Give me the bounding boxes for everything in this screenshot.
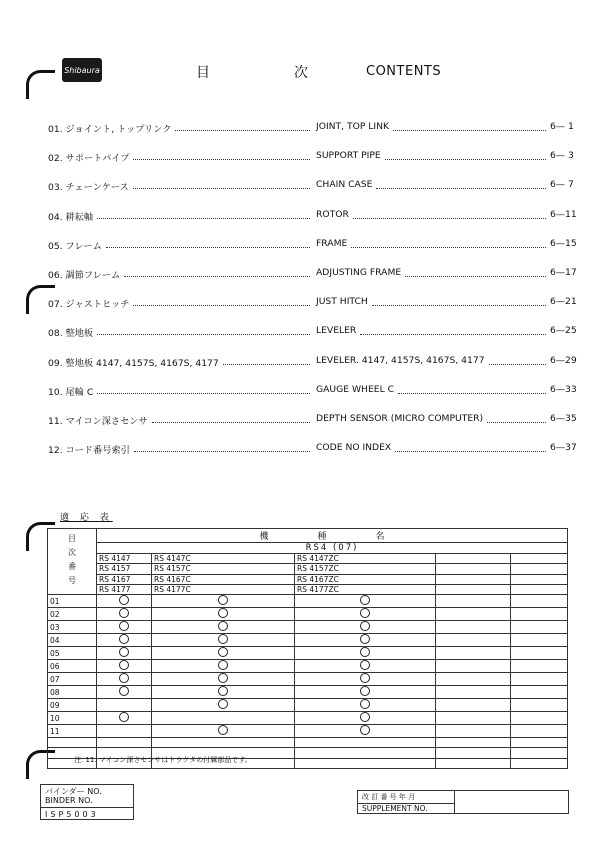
applicable-circle-icon	[360, 634, 370, 644]
table-cell	[97, 621, 152, 634]
toc-page-number: 6— 3	[550, 150, 574, 162]
table-cell	[152, 725, 295, 738]
table-cell	[295, 634, 436, 647]
table-cell	[436, 584, 511, 594]
binder-label-en: BINDER NO.	[45, 796, 93, 805]
table-row	[48, 686, 568, 699]
table-cell	[152, 621, 295, 634]
applicability-table	[47, 528, 568, 769]
table-cell	[152, 673, 295, 686]
row-number: 09	[48, 699, 97, 712]
toc-page-number: 6— 7	[550, 179, 574, 191]
applicable-circle-icon	[360, 725, 370, 735]
page-title-jp-1: 目	[196, 65, 210, 81]
table-cell	[511, 554, 568, 564]
model-name: RS 4157C	[152, 564, 295, 574]
toc-item-jp: 02. サポートパイプ	[48, 153, 130, 165]
model-name: RS 4157ZC	[295, 564, 436, 574]
header-left: 目次番号	[48, 529, 97, 595]
table-cell	[436, 758, 511, 768]
dot-leader	[405, 267, 546, 277]
row-number: 02	[48, 608, 97, 621]
table-cell	[152, 647, 295, 660]
applicable-circle-icon	[218, 608, 228, 618]
applicable-circle-icon	[360, 686, 370, 696]
toc-item-en: JUST HITCH	[316, 296, 368, 308]
row-number: 04	[48, 634, 97, 647]
toc-row	[48, 296, 588, 310]
table-cell	[97, 608, 152, 621]
applicable-circle-icon	[119, 621, 129, 631]
toc-item-jp: 06. 調節フレーム	[48, 270, 121, 281]
table-row	[48, 647, 568, 660]
dot-leader	[223, 355, 310, 365]
toc-item-jp: 10. 尾輪 C	[48, 386, 94, 398]
table-row	[48, 699, 568, 712]
table-cell	[295, 686, 436, 699]
binder-number-box	[40, 784, 134, 820]
table-cell	[295, 660, 436, 673]
applicable-circle-icon	[360, 621, 370, 631]
table-cell	[152, 738, 295, 748]
table-cell	[97, 647, 152, 660]
dot-leader	[489, 355, 546, 365]
toc-row	[48, 384, 588, 398]
table-row	[48, 738, 568, 748]
dot-leader	[97, 325, 310, 335]
table-cell	[295, 725, 436, 738]
table-cell	[511, 699, 568, 712]
table-cell	[436, 564, 511, 574]
table-cell	[152, 660, 295, 673]
table-cell	[436, 725, 511, 738]
table-cell	[436, 574, 511, 584]
table-cell	[295, 758, 436, 768]
table-cell	[436, 554, 511, 564]
table-cell	[436, 595, 511, 608]
toc-page-number: 6— 1	[550, 121, 574, 132]
toc-row	[48, 413, 588, 427]
table-row	[48, 673, 568, 686]
toc-item-jp: 07. ジャストヒッチ	[48, 299, 130, 311]
table-cell	[97, 595, 152, 608]
table-cell	[97, 660, 152, 673]
table-row	[48, 529, 568, 543]
table-cell	[511, 564, 568, 574]
row-number: 10	[48, 712, 97, 725]
applicable-circle-icon	[360, 608, 370, 618]
toc-item-en: LEVELER. 4147, 4157S, 4167S, 4177	[316, 354, 485, 366]
toc-page-number: 6—21	[550, 296, 577, 308]
toc-page-number: 6—17	[550, 267, 577, 278]
table-row	[48, 621, 568, 634]
toc-item-jp: 09. 整地板 4147, 4157S, 4167S, 4177	[48, 357, 219, 369]
toc-item-en: GAUGE WHEEL C	[316, 383, 395, 395]
row-number: 07	[48, 673, 97, 686]
table-cell	[295, 647, 436, 660]
applicable-circle-icon	[218, 634, 228, 644]
table-cell	[436, 608, 511, 621]
table-cell	[295, 673, 436, 686]
toc-item-jp: 01. ジョイント, トップリンク	[48, 124, 172, 135]
toc-item-en: SUPPORT PIPE	[316, 150, 381, 162]
applicable-circle-icon	[119, 647, 129, 657]
model-name: RS 4177ZC	[295, 584, 436, 594]
toc-page-number: 6—11	[550, 208, 577, 220]
table-cell	[436, 738, 511, 748]
table-row	[48, 634, 568, 647]
toc-page-number: 6—29	[550, 354, 577, 366]
table-cell	[436, 634, 511, 647]
table-cell	[152, 634, 295, 647]
toc-row	[48, 238, 588, 252]
toc-row	[48, 209, 588, 223]
binder-hole-mark	[26, 70, 55, 99]
applicable-circle-icon	[119, 634, 129, 644]
table-cell	[97, 673, 152, 686]
table-cell	[152, 595, 295, 608]
applicable-circle-icon	[360, 647, 370, 657]
toc-row	[48, 442, 588, 456]
table-cell	[295, 608, 436, 621]
dot-leader	[97, 384, 310, 394]
table-cell	[436, 621, 511, 634]
toc-item-en: ROTOR	[316, 208, 349, 220]
supplement-label-jp: 改 訂 番 号 年 月	[362, 793, 416, 801]
table-row	[48, 660, 568, 673]
toc-item-jp: 05. フレーム	[48, 240, 102, 252]
table-cell	[295, 748, 436, 758]
applicable-circle-icon	[119, 595, 129, 605]
dot-leader	[152, 413, 310, 423]
model-name: RS 4177	[97, 584, 152, 594]
dot-leader	[133, 179, 310, 189]
applicable-circle-icon	[119, 660, 129, 670]
page-title-en: CONTENTS	[366, 64, 442, 79]
table-cell	[48, 738, 97, 748]
table-cell	[511, 584, 568, 594]
table-cell	[295, 699, 436, 712]
dot-leader	[376, 179, 546, 189]
table-cell	[436, 673, 511, 686]
dot-leader	[385, 150, 546, 160]
table-cell	[97, 725, 152, 738]
model-name: RS 4167ZC	[295, 574, 436, 584]
row-number: 05	[48, 647, 97, 660]
toc-row	[48, 325, 588, 339]
toc-row	[48, 355, 588, 369]
table-row	[48, 564, 568, 574]
row-number: 06	[48, 660, 97, 673]
table-row	[48, 712, 568, 725]
applicable-circle-icon	[218, 660, 228, 670]
table-cell	[511, 608, 568, 621]
table-cell	[436, 748, 511, 758]
toc-item-jp: 08. 整地板	[48, 328, 94, 340]
table-cell	[97, 686, 152, 699]
applicable-circle-icon	[119, 673, 129, 683]
dot-leader	[133, 150, 310, 160]
table-cell	[295, 595, 436, 608]
table-cell	[511, 748, 568, 758]
table-row	[48, 574, 568, 584]
toc-item-jp: 12. コード番号索引	[48, 445, 130, 457]
row-number: 08	[48, 686, 97, 699]
table-cell	[97, 699, 152, 712]
table-cell	[436, 699, 511, 712]
table-cell	[152, 686, 295, 699]
table-cell	[152, 608, 295, 621]
toc-page-number: 6—37	[550, 442, 577, 454]
dot-leader	[398, 384, 546, 394]
applicable-circle-icon	[360, 699, 370, 709]
table-cell	[511, 725, 568, 738]
row-number: 01	[48, 595, 97, 608]
dot-leader	[360, 325, 546, 335]
model-name: RS 4177C	[152, 584, 295, 594]
table-cell	[511, 574, 568, 584]
brand-logo: Shibaura	[62, 58, 102, 82]
table-row	[48, 584, 568, 594]
table-cell	[97, 738, 152, 748]
dot-leader	[134, 442, 310, 452]
toc-row	[48, 179, 588, 193]
table-cell	[295, 712, 436, 725]
toc-row	[48, 267, 588, 281]
model-name: RS 4147C	[152, 554, 295, 564]
dot-leader	[106, 238, 310, 248]
page-title-jp-2: 次	[294, 65, 308, 81]
toc-page-number: 6—35	[550, 413, 577, 424]
applicable-circle-icon	[218, 699, 228, 709]
applicable-circle-icon	[119, 712, 129, 722]
table-cell	[436, 712, 511, 725]
model-group: RS4 (07)	[97, 543, 568, 554]
table-cell	[511, 673, 568, 686]
row-number: 03	[48, 621, 97, 634]
model-name: RS 4147	[97, 554, 152, 564]
dot-leader	[353, 209, 546, 219]
table-cell	[295, 738, 436, 748]
dot-leader	[372, 296, 546, 306]
dot-leader	[133, 296, 310, 306]
table-cell	[511, 634, 568, 647]
applicable-circle-icon	[218, 725, 228, 735]
toc-item-en: LEVELER	[316, 325, 357, 337]
applicable-circle-icon	[360, 712, 370, 722]
dot-leader	[175, 121, 310, 131]
dot-leader	[124, 267, 310, 277]
table-cell	[511, 738, 568, 748]
toc-row	[48, 150, 588, 164]
table-cell	[97, 712, 152, 725]
applicable-circle-icon	[218, 595, 228, 605]
applicable-circle-icon	[119, 608, 129, 618]
table-row	[48, 608, 568, 621]
applicable-circle-icon	[218, 686, 228, 696]
dot-leader	[393, 121, 546, 131]
applicability-note: 注. 11. マイコン深さセンサはトラクタの付属部品です。	[74, 756, 252, 764]
table-cell	[511, 758, 568, 768]
row-number: 11	[48, 725, 97, 738]
dot-leader	[395, 442, 546, 452]
binder-number-value: ISP5003	[41, 807, 133, 821]
toc-item-jp: 04. 耕耘軸	[48, 211, 94, 223]
table-cell	[152, 699, 295, 712]
table-cell	[436, 686, 511, 699]
table-row	[48, 554, 568, 564]
applicable-circle-icon	[119, 686, 129, 696]
model-name: RS 4147ZC	[295, 554, 436, 564]
toc-page-number: 6—33	[550, 383, 577, 395]
table-cell	[511, 686, 568, 699]
toc-item-en: CHAIN CASE	[316, 179, 373, 191]
toc-page-number: 6—25	[550, 325, 577, 337]
toc-item-jp: 03. チェーンケース	[48, 182, 129, 194]
table-row	[48, 725, 568, 738]
dot-leader	[351, 238, 546, 248]
table-cell	[511, 660, 568, 673]
applicable-circle-icon	[218, 621, 228, 631]
table-cell	[511, 595, 568, 608]
toc-item-en: ADJUSTING FRAME	[316, 267, 402, 278]
applicable-circle-icon	[360, 595, 370, 605]
applicable-circle-icon	[360, 673, 370, 683]
table-cell	[511, 647, 568, 660]
table-cell	[97, 634, 152, 647]
model-name: RS 4167	[97, 574, 152, 584]
supplement-label-en: SUPPLEMENT NO.	[358, 803, 454, 813]
dot-leader	[97, 209, 310, 219]
toc-item-en: DEPTH SENSOR (MICRO COMPUTER)	[316, 413, 484, 424]
table-cell	[436, 647, 511, 660]
model-name: RS 4157	[97, 564, 152, 574]
applicable-circle-icon	[218, 673, 228, 683]
table-cell	[295, 621, 436, 634]
supplement-box	[357, 790, 569, 814]
binder-label-jp: バインダー NO.	[45, 787, 102, 796]
toc-page-number: 6—15	[550, 237, 577, 249]
toc-item-en: CODE NO INDEX	[316, 442, 392, 454]
table-row	[48, 595, 568, 608]
dot-leader	[487, 413, 546, 423]
toc-item-en: FRAME	[316, 237, 348, 249]
table-cell	[436, 660, 511, 673]
toc-row	[48, 121, 588, 135]
table-cell	[511, 621, 568, 634]
header-model: 機 種 名	[97, 529, 568, 543]
applicable-circle-icon	[218, 647, 228, 657]
applicability-title: 適 応 表	[60, 513, 113, 523]
table-row	[48, 543, 568, 554]
table-cell	[152, 712, 295, 725]
applicable-circle-icon	[360, 660, 370, 670]
table-cell	[511, 712, 568, 725]
model-name: RS 4167C	[152, 574, 295, 584]
toc-item-en: JOINT, TOP LINK	[316, 121, 390, 132]
toc-item-jp: 11. マイコン深さセンサ	[48, 416, 148, 427]
